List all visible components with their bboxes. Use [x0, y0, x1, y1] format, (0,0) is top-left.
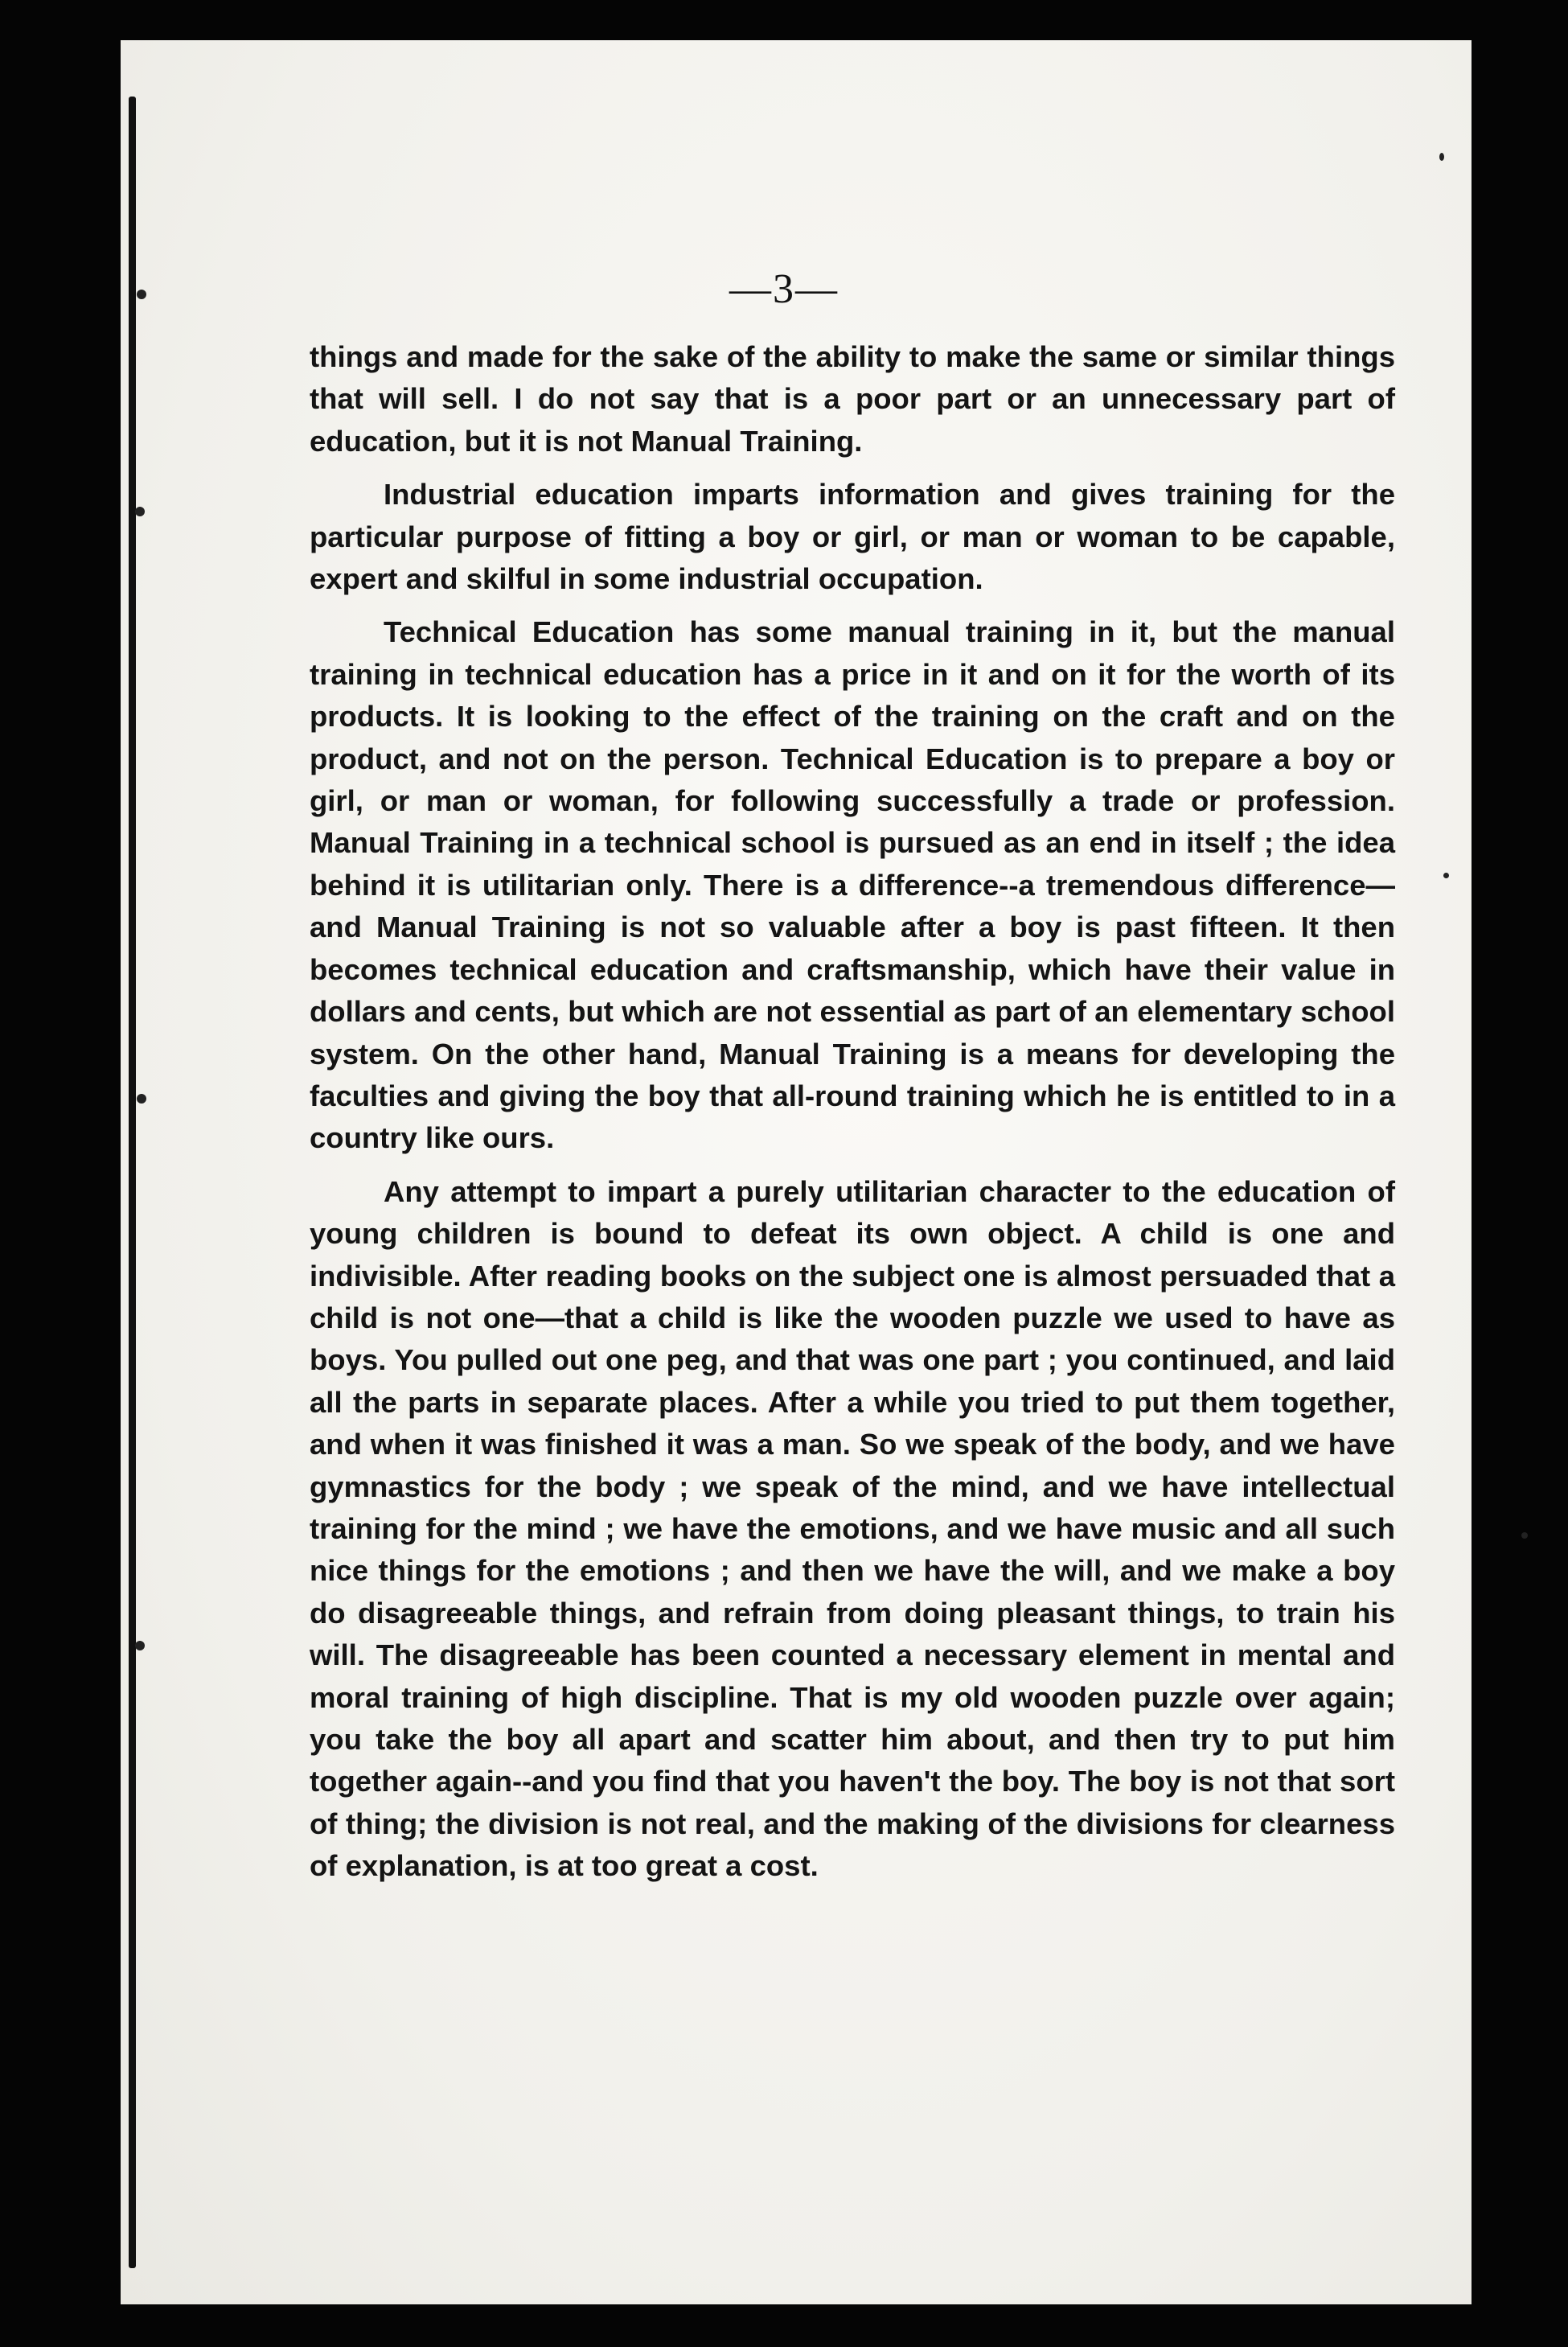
paragraph-continued: things and made for the sake of the ability to make the same or similar things that will sell. I do not say that is a poor part or an unnecessary part of education, but it is not Manual Training.	[310, 340, 1395, 458]
scan-speck	[1443, 873, 1449, 878]
scan-speck	[137, 1094, 146, 1104]
scan-speck	[1521, 1532, 1528, 1539]
scan-speck	[135, 1641, 145, 1650]
paragraph-utilitarian-character: Any attempt to impart a purely utilitarian character to the education of young children is bound to defeat its own object. A child is one and indivisible. After reading books on the subject one is almost persuaded that a child is not one—that a child is like the wooden puzzle we used to have as boys. You pulled out one peg, and that was one part ; you continued, and laid all the parts in separate places. After a while you tried to put them together, and when it was finished it was a man. So we speak of the body, and we have gymnastics for the body ; we speak of the mind, and we have intellectual training for the mind ; we have the emotions, and we have music and all such nice things for the emotions ; and then we have the will, and we make a boy do disagreeable things, and refrain from doing pleasant things, to train his will. The disagreeable has been counted a necessary element in mental and moral training of high discipline. That is my old wooden puzzle over again; you take the boy all apart and scatter him about, and then try to put him together again--and you find that you haven't the boy. The boy is not that sort of thing; the division is not real, and the making of the divisions for clearness of explanation, is at too great a cost.	[310, 1174, 1395, 1883]
paragraph-technical-education: Technical Education has some manual training in it, but the manual training in technical education has a price in it and on it for the worth of its products. It is looking to the effect of the training on the craft and on the product, and not on the person. Technical Education is to prepare a boy or girl, or man or woman, for following successfully a trade or profession. Manual Training in a technical school is pursued as an end in itself ; the idea behind it is utilitarian only. There is a difference--a tremendous difference—and Manual Training is not so valuable after a boy is past fifteen. It then becomes technical education and craftsmanship, which have their value in dollars and cents, but which are not essential as part of an elementary school system. On the other hand, Manual Training is a means for developing the faculties and giving the boy that all-round training which he is entitled to in a country like ours.	[310, 615, 1395, 1155]
body-text	[310, 336, 1395, 1899]
scan-speck	[135, 507, 145, 516]
page-number: —3—	[729, 266, 839, 312]
scan-speck	[1439, 153, 1444, 161]
paragraph-industrial-education: Industrial education imparts information and gives training for the particular purpose of fitting a boy or girl, or man or woman to be capable, expert and skilful in some industrial occupation.	[310, 478, 1395, 596]
binding-edge	[129, 97, 136, 2268]
